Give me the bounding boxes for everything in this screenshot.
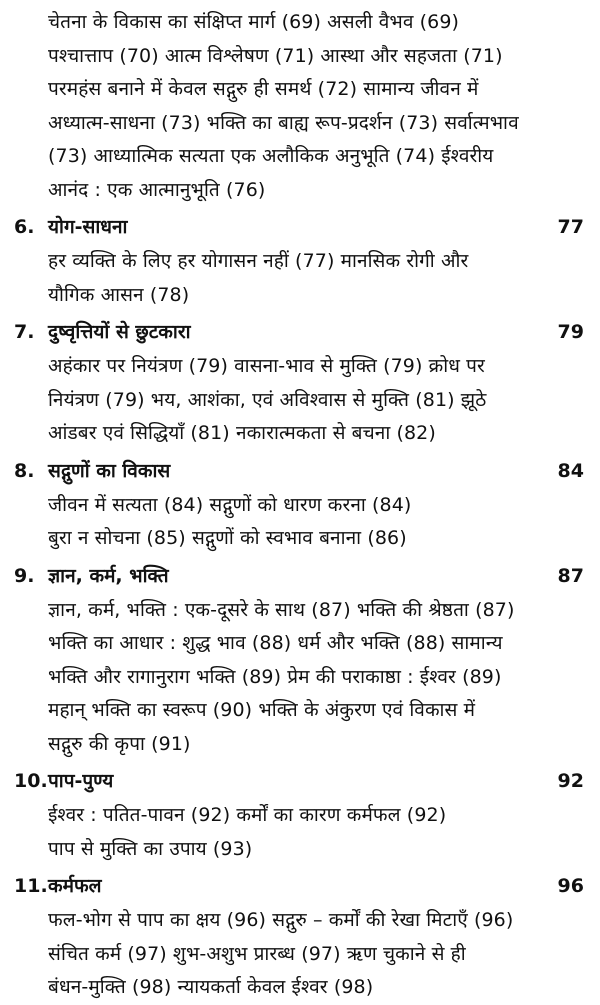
toc-line: संचित कर्म (97) शुभ-अशुभ प्रारब्ध (97) ऋण चुकाने से ही	[48, 942, 466, 965]
chapter-number: 7.	[14, 321, 35, 343]
chapter-number: 11.	[14, 875, 48, 897]
chapter-heading[interactable]	[14, 314, 586, 350]
toc-line: बुरा न सोचना (85) सद्गुणों को स्वभाव बनाना (86)	[48, 527, 407, 549]
toc-line: अहंकार पर नियंत्रण (79) वासना-भाव से मुक्ति (79) क्रोध पर	[48, 355, 485, 377]
chapter-page-number: 87	[557, 564, 584, 587]
toc-line: परमहंस बनाने में केवल सद्गुरु ही समर्थ (72) सामान्य जीवन में	[48, 78, 479, 100]
chapter-number: 10.	[14, 770, 48, 792]
chapter-title: दुष्वृत्तियों से छुटकारा	[48, 321, 191, 343]
toc-line: पाप से मुक्ति का उपाय (93)	[48, 837, 253, 860]
chapter-page-number: 79	[557, 321, 584, 343]
toc-line: ईश्वर : पतित-पावन (92) कर्मों का कारण कर्मफल (92)	[48, 804, 447, 826]
chapter-9	[14, 558, 586, 762]
chapter-page-number: 92	[557, 770, 584, 792]
chapter-title: कर्मफल	[48, 875, 102, 897]
chapter-10	[14, 763, 586, 866]
toc-line: हर व्यक्ति के लिए हर योगासन नहीं (77) मानसिक रोगी और	[48, 250, 469, 272]
chapter-6	[14, 209, 586, 312]
chapter-heading[interactable]	[14, 453, 586, 489]
toc-line: महान् भक्ति का स्वरूप (90) भक्ति के अंकुरण एवं विकास में	[48, 699, 476, 721]
toc-line: पश्चात्ताप (70) आत्म विश्लेषण (71) आस्था और सहजता (71)	[48, 44, 503, 67]
chapter-7	[14, 314, 586, 451]
chapter-heading[interactable]	[14, 868, 586, 904]
chapter-title: ज्ञान, कर्म, भक्ति	[48, 564, 169, 587]
chapter-number: 6.	[14, 216, 35, 238]
toc-line: अध्यात्म-साधना (73) भक्ति का बाह्य रूप-प्रदर्शन (73) सर्वात्मभाव	[48, 111, 519, 134]
toc-line: भक्ति और रागानुराग भक्ति (89) प्रेम की पराकाष्ठा : ईश्वर (89)	[48, 665, 502, 688]
intro-section	[14, 6, 586, 207]
toc-line: ज्ञान, कर्म, भक्ति : एक-दूसरे के साथ (87) भक्ति की श्रेष्ठता (87)	[48, 598, 515, 621]
toc-line: बंधन-मुक्ति (98) न्यायकर्ता केवल ईश्वर (98)	[48, 976, 374, 998]
toc-line: आनंद : एक आत्मानुभूति (76)	[48, 178, 266, 201]
toc-line: सद्गुरु की कृपा (91)	[48, 732, 191, 755]
chapter-number: 8.	[14, 459, 35, 482]
chapter-page-number: 96	[557, 875, 584, 897]
chapter-heading[interactable]	[14, 209, 586, 245]
chapter-title: पाप-पुण्य	[48, 770, 114, 792]
toc-line: जीवन में सत्यता (84) सद्गुणों को धारण करना (84)	[48, 493, 412, 516]
chapter-page-number: 77	[557, 216, 584, 238]
toc-line: यौगिक आसन (78)	[48, 283, 190, 306]
toc-line: (73) आध्यात्मिक सत्यता एक अलौकिक अनुभूति (74) ईश्वरीय	[48, 145, 494, 167]
chapter-page-number: 84	[557, 459, 584, 482]
toc-line: नियंत्रण (79) भय, आशंका, एवं अविश्वास से मुक्ति (81) झूठे	[48, 388, 487, 411]
toc-line: फल-भोग से पाप का क्षय (96) सद्गुरु – कर्मों की रेखा मिटाएँ (96)	[48, 909, 514, 931]
toc-line: चेतना के विकास का संक्षिप्त मार्ग (69) असली वैभव (69)	[48, 11, 460, 33]
toc-line: आंडबर एवं सिद्धियाँ (81) नकारात्मकता से बचना (82)	[48, 422, 436, 444]
chapter-title: सद्गुणों का विकास	[48, 459, 171, 482]
chapter-8	[14, 453, 586, 556]
chapter-number: 9.	[14, 564, 35, 587]
chapter-heading[interactable]	[14, 763, 586, 799]
chapter-title: योग-साधना	[48, 216, 128, 238]
toc-line: भक्ति का आधार : शुद्ध भाव (88) धर्म और भक्ति (88) सामान्य	[48, 632, 503, 654]
chapter-11	[14, 868, 586, 1005]
chapter-heading[interactable]	[14, 558, 586, 594]
